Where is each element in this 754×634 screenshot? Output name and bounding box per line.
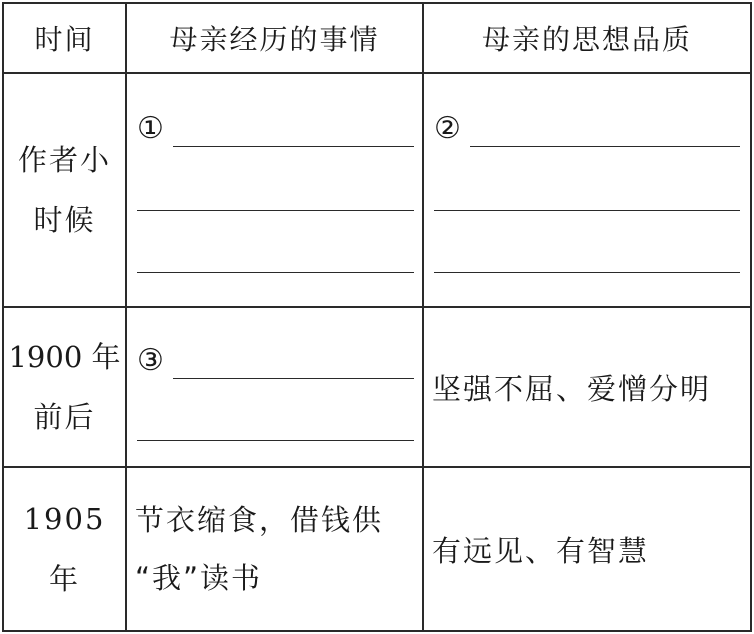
answer-line bbox=[470, 146, 740, 147]
header-time: 时间 bbox=[3, 3, 126, 73]
event-1905 bbox=[126, 467, 423, 631]
header-row bbox=[3, 3, 751, 73]
time-cell-1900 bbox=[3, 307, 126, 467]
time-cell-childhood bbox=[3, 73, 126, 307]
blank-marker-2: ② bbox=[434, 111, 461, 146]
time-line: 作者小 bbox=[17, 143, 111, 177]
quality-blank-2[interactable] bbox=[423, 73, 751, 307]
time-line: 时候 bbox=[33, 203, 96, 237]
answer-line bbox=[137, 272, 414, 273]
time-cell-1905: 1905 年 bbox=[3, 467, 126, 631]
header-mother-events: 母亲经历的事情 bbox=[126, 3, 423, 73]
quality-1905: 有远见、有智慧 bbox=[423, 467, 751, 631]
event-line: “我”读书 bbox=[135, 561, 263, 595]
table-row-childhood bbox=[3, 73, 751, 307]
blank-marker-1: ① bbox=[137, 111, 164, 146]
event-blank-1[interactable] bbox=[126, 73, 423, 307]
mother-experience-table bbox=[2, 2, 752, 632]
answer-line bbox=[137, 210, 414, 211]
table-row-1905 bbox=[3, 467, 751, 631]
blank-marker-3: ③ bbox=[137, 343, 164, 378]
header-mother-qualities: 母亲的思想品质 bbox=[423, 3, 751, 73]
time-line: 1900 年 bbox=[8, 340, 121, 374]
event-line: 节衣缩食，借钱供 bbox=[135, 503, 384, 537]
answer-line bbox=[173, 378, 414, 379]
answer-line bbox=[173, 146, 414, 147]
event-blank-3[interactable] bbox=[126, 307, 423, 467]
answer-line bbox=[137, 440, 414, 441]
quality-1900: 坚强不屈、爱憎分明 bbox=[423, 307, 751, 467]
time-line: 前后 bbox=[33, 400, 96, 434]
table-row-1900 bbox=[3, 307, 751, 467]
answer-line bbox=[434, 272, 740, 273]
answer-line bbox=[434, 210, 740, 211]
